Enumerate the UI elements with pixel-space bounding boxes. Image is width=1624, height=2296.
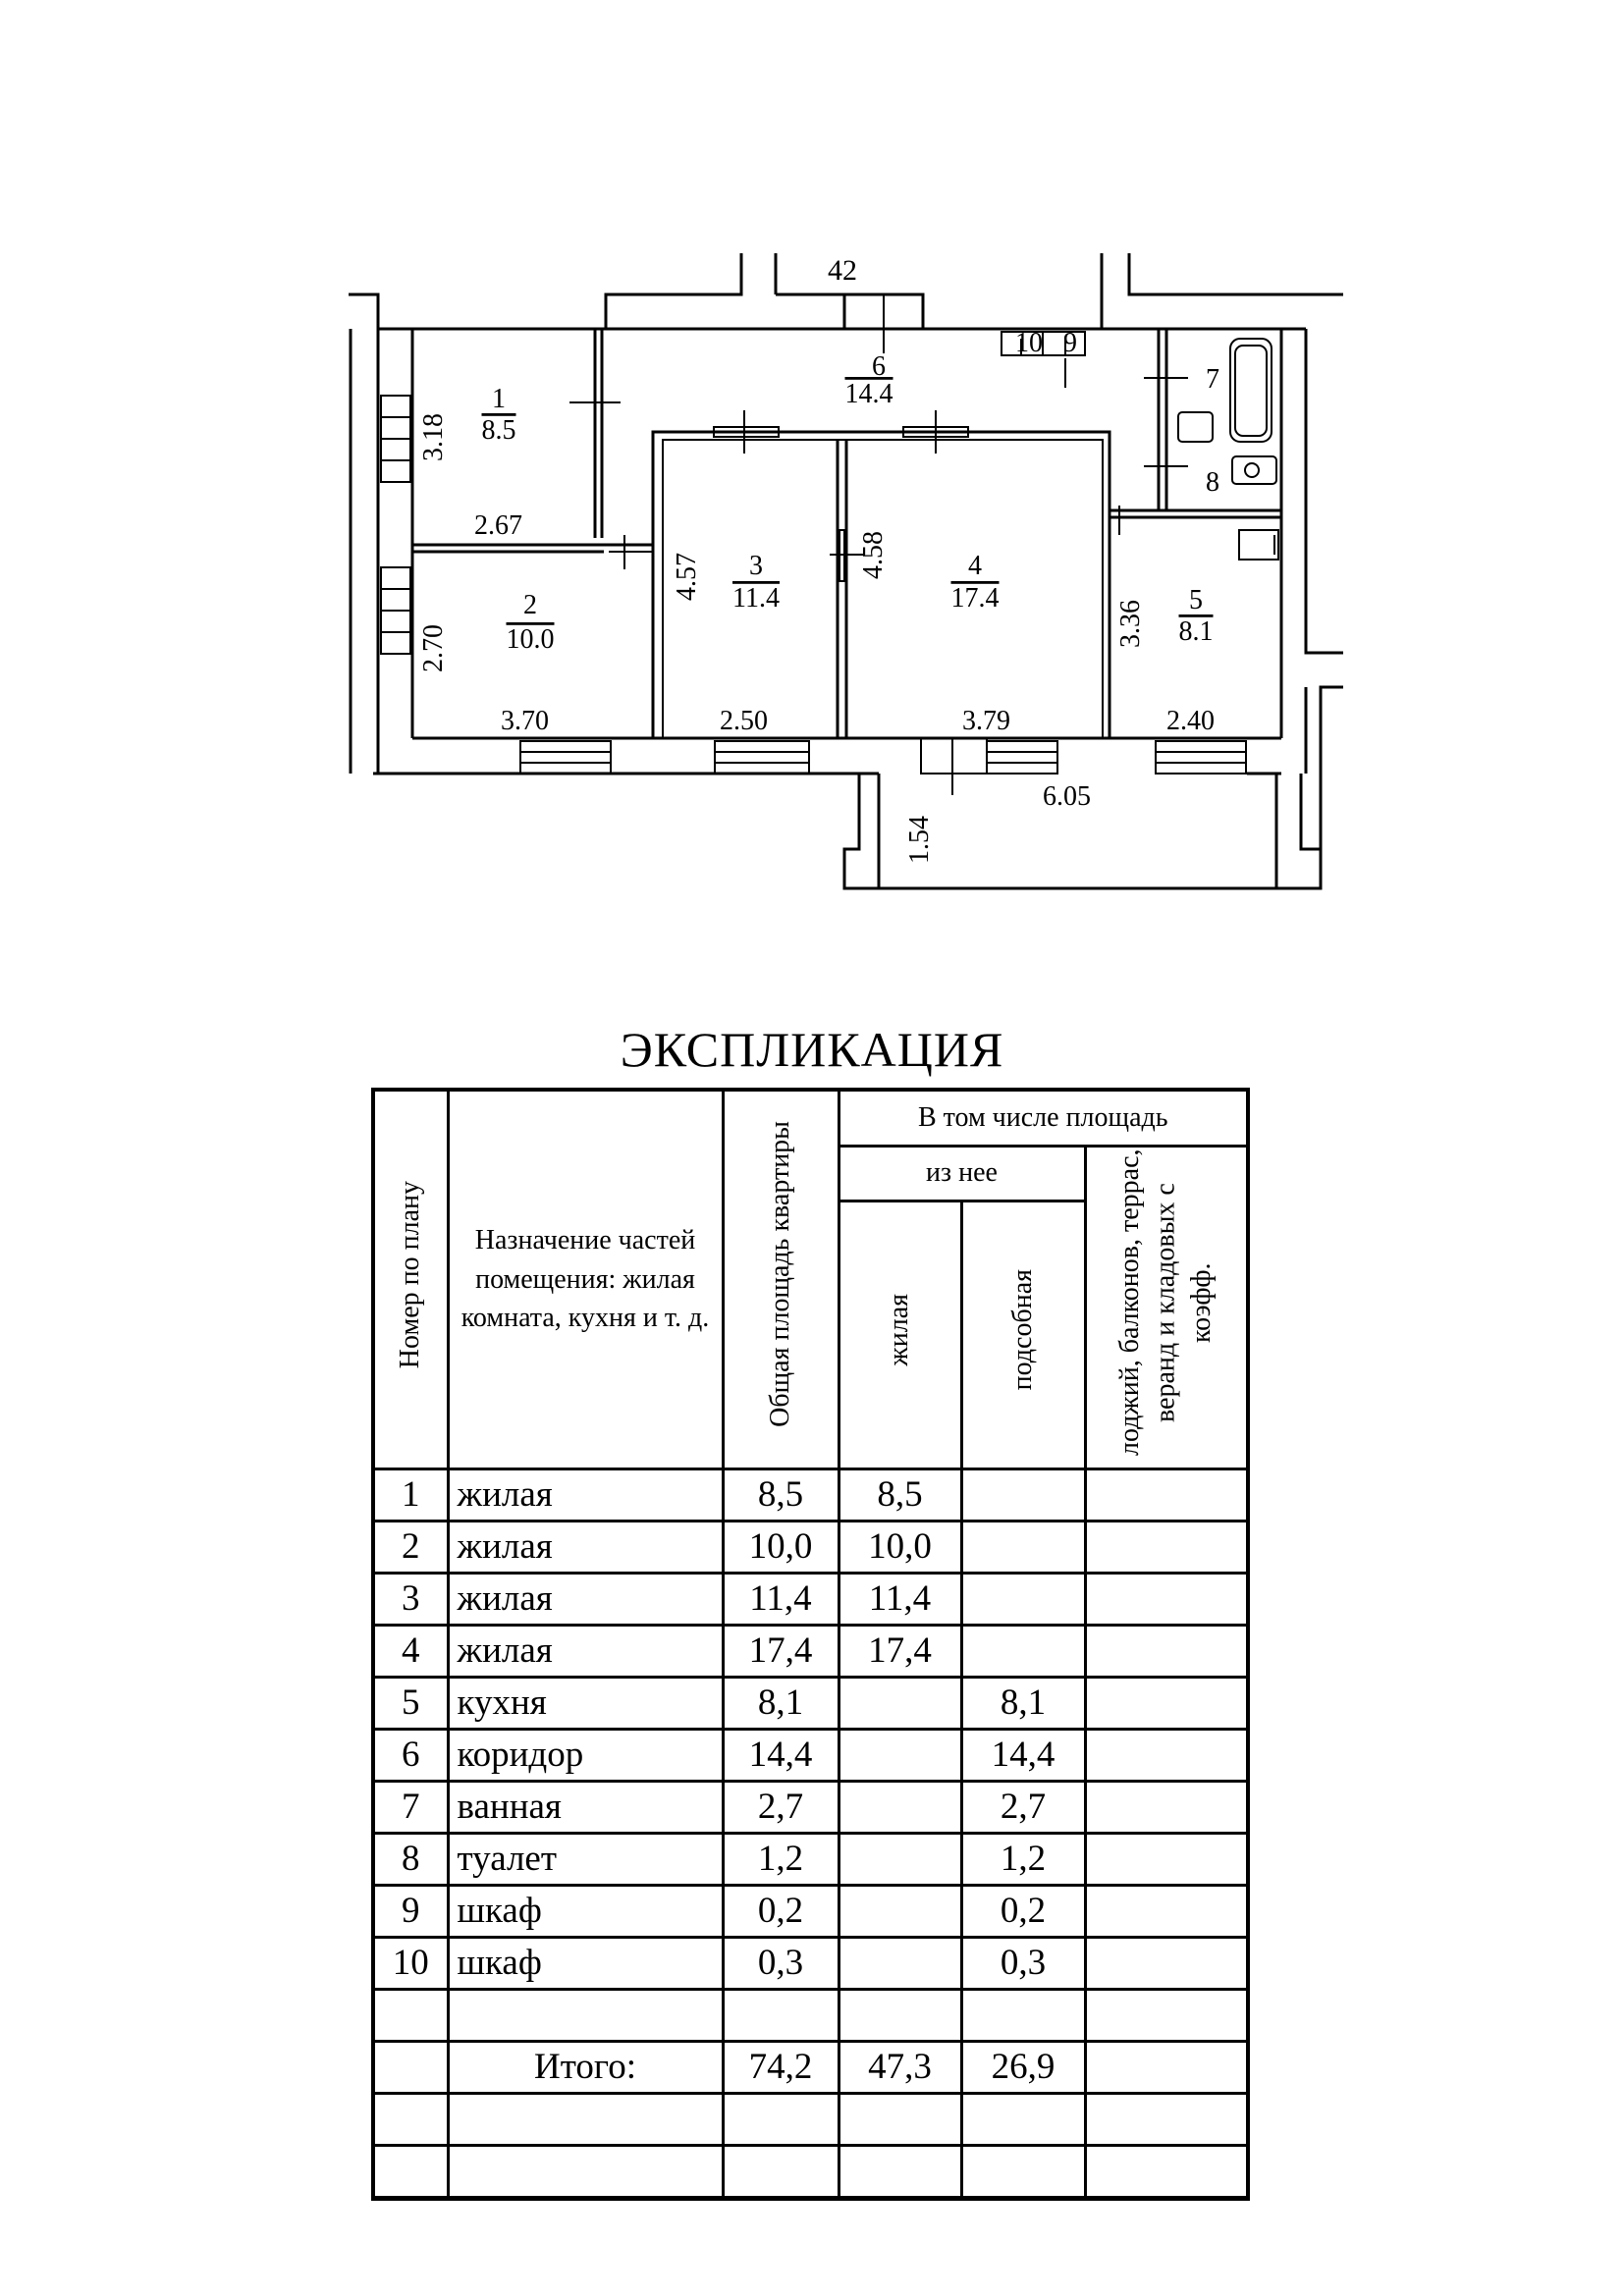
row-purpose: жилая — [448, 1573, 723, 1625]
row-auxiliary — [961, 1625, 1085, 1677]
dimension: 3.70 — [501, 706, 549, 736]
dimension: 2.67 — [474, 510, 522, 541]
row-loggia — [1085, 1937, 1248, 1989]
row-auxiliary — [961, 1573, 1085, 1625]
row-purpose: коридор — [448, 1729, 723, 1781]
table-row-empty — [373, 2093, 1248, 2145]
row-total: 1,2 — [723, 1833, 839, 1885]
header-total: Общая площадь квартиры — [764, 1121, 795, 1428]
row-number: 8 — [373, 1833, 448, 1885]
row-loggia — [1085, 1468, 1248, 1521]
dimension: 1.54 — [904, 816, 935, 864]
room-area: 17.4 — [950, 583, 1000, 614]
dimension: 3.79 — [962, 706, 1010, 736]
header-loggia: лоджий, балконов, террас, веранд и кладовых с коэфф. — [1114, 1148, 1217, 1456]
row-loggia — [1085, 1677, 1248, 1729]
closet-number: 9 — [1063, 328, 1077, 358]
row-number: 7 — [373, 1781, 448, 1833]
row-purpose: туалет — [448, 1833, 723, 1885]
table-row — [373, 1521, 1248, 1573]
explication-table — [371, 1088, 1250, 2201]
room-number: 5 — [1189, 585, 1203, 615]
total-auxiliary: 26,9 — [961, 2041, 1085, 2093]
row-auxiliary: 0,2 — [961, 1885, 1085, 1937]
total-living: 47,3 — [839, 2041, 961, 2093]
row-purpose: шкаф — [448, 1937, 723, 1989]
row-total: 8,5 — [723, 1468, 839, 1521]
row-living: 10,0 — [839, 1521, 961, 1573]
row-total: 0,2 — [723, 1885, 839, 1937]
row-auxiliary — [961, 1521, 1085, 1573]
dimension: 4.57 — [672, 553, 702, 601]
total-label: Итого: — [448, 2041, 723, 2093]
room-area: 14.4 — [844, 379, 893, 409]
row-loggia — [1085, 1833, 1248, 1885]
row-loggia — [1085, 1781, 1248, 1833]
table-row-empty — [373, 1989, 1248, 2041]
header-including: В том числе площадь — [839, 1090, 1248, 1146]
row-living — [839, 1833, 961, 1885]
table-row — [373, 1729, 1248, 1781]
table-row — [373, 1781, 1248, 1833]
row-loggia — [1085, 1521, 1248, 1573]
row-living — [839, 1937, 961, 1989]
table-row — [373, 1468, 1248, 1521]
row-number: 2 — [373, 1521, 448, 1573]
table-row — [373, 1833, 1248, 1885]
row-total: 8,1 — [723, 1677, 839, 1729]
header-living-cell — [839, 1201, 961, 1468]
row-purpose: шкаф — [448, 1885, 723, 1937]
row-living: 17,4 — [839, 1625, 961, 1677]
row-total: 14,4 — [723, 1729, 839, 1781]
room-area: 8.5 — [481, 415, 516, 446]
row-auxiliary: 2,7 — [961, 1781, 1085, 1833]
row-auxiliary: 0,3 — [961, 1937, 1085, 1989]
row-living — [839, 1677, 961, 1729]
building-number: 42 — [828, 254, 857, 287]
row-number: 6 — [373, 1729, 448, 1781]
row-auxiliary: 1,2 — [961, 1833, 1085, 1885]
row-purpose: кухня — [448, 1677, 723, 1729]
row-purpose: жилая — [448, 1625, 723, 1677]
header-loggia-cell — [1085, 1146, 1248, 1468]
room-number: 2 — [523, 590, 537, 620]
row-purpose: ванная — [448, 1781, 723, 1833]
row-loggia — [1085, 1573, 1248, 1625]
header-total-cell — [723, 1090, 839, 1468]
row-loggia — [1085, 1885, 1248, 1937]
header-purpose: Назначение частей помещения: жилая комната, кухня и т. д. — [448, 1090, 723, 1468]
room-number: 6 — [872, 351, 886, 382]
dimension: 3.18 — [418, 413, 449, 461]
header-auxiliary: подсобная — [1006, 1268, 1038, 1391]
room-number: 4 — [968, 551, 982, 581]
row-total: 0,3 — [723, 1937, 839, 1989]
row-living — [839, 1729, 961, 1781]
room-number: 1 — [492, 384, 506, 414]
room-area: 10.0 — [506, 624, 555, 655]
row-auxiliary — [961, 1468, 1085, 1521]
room-area: 8.1 — [1178, 616, 1214, 647]
dimension: 4.58 — [858, 531, 889, 579]
row-total: 10,0 — [723, 1521, 839, 1573]
dimension: 6.05 — [1043, 781, 1091, 812]
row-purpose: жилая — [448, 1521, 723, 1573]
total-row — [373, 2041, 1248, 2093]
room-number: 3 — [749, 551, 763, 581]
row-number: 3 — [373, 1573, 448, 1625]
total-area: 74,2 — [723, 2041, 839, 2093]
table-row — [373, 1677, 1248, 1729]
row-number: 4 — [373, 1625, 448, 1677]
row-number: 5 — [373, 1677, 448, 1729]
row-living: 8,5 — [839, 1468, 961, 1521]
row-auxiliary: 8,1 — [961, 1677, 1085, 1729]
room-number: 8 — [1206, 467, 1219, 498]
closet-number: 10 — [1015, 328, 1043, 358]
table-row — [373, 1937, 1248, 1989]
row-purpose: жилая — [448, 1468, 723, 1521]
row-loggia — [1085, 1625, 1248, 1677]
dimension: 2.40 — [1166, 706, 1215, 736]
table-row — [373, 1573, 1248, 1625]
header-number: Номер по плану — [395, 1180, 426, 1368]
room-area: 11.4 — [732, 583, 780, 614]
dimension: 3.36 — [1115, 600, 1146, 648]
table-row — [373, 1625, 1248, 1677]
table-row-empty — [373, 2145, 1248, 2198]
plan-walls — [349, 253, 1343, 888]
row-living — [839, 1885, 961, 1937]
row-total: 17,4 — [723, 1625, 839, 1677]
dimension: 2.50 — [720, 706, 768, 736]
row-living: 11,4 — [839, 1573, 961, 1625]
row-living — [839, 1781, 961, 1833]
row-loggia — [1085, 1729, 1248, 1781]
row-auxiliary: 14,4 — [961, 1729, 1085, 1781]
row-number: 10 — [373, 1937, 448, 1989]
floor-plan — [0, 0, 1624, 942]
table-row — [373, 1885, 1248, 1937]
explication-title: ЭКСПЛИКАЦИЯ — [620, 1022, 1004, 1077]
row-total: 11,4 — [723, 1573, 839, 1625]
room-number: 7 — [1206, 364, 1219, 395]
header-of-which: из нее — [839, 1146, 1085, 1201]
row-number: 1 — [373, 1468, 448, 1521]
header-living: жилая — [884, 1293, 915, 1366]
header-number-cell — [373, 1090, 448, 1468]
row-number: 9 — [373, 1885, 448, 1937]
row-total: 2,7 — [723, 1781, 839, 1833]
dimension: 2.70 — [418, 624, 449, 672]
header-auxiliary-cell — [961, 1201, 1085, 1468]
